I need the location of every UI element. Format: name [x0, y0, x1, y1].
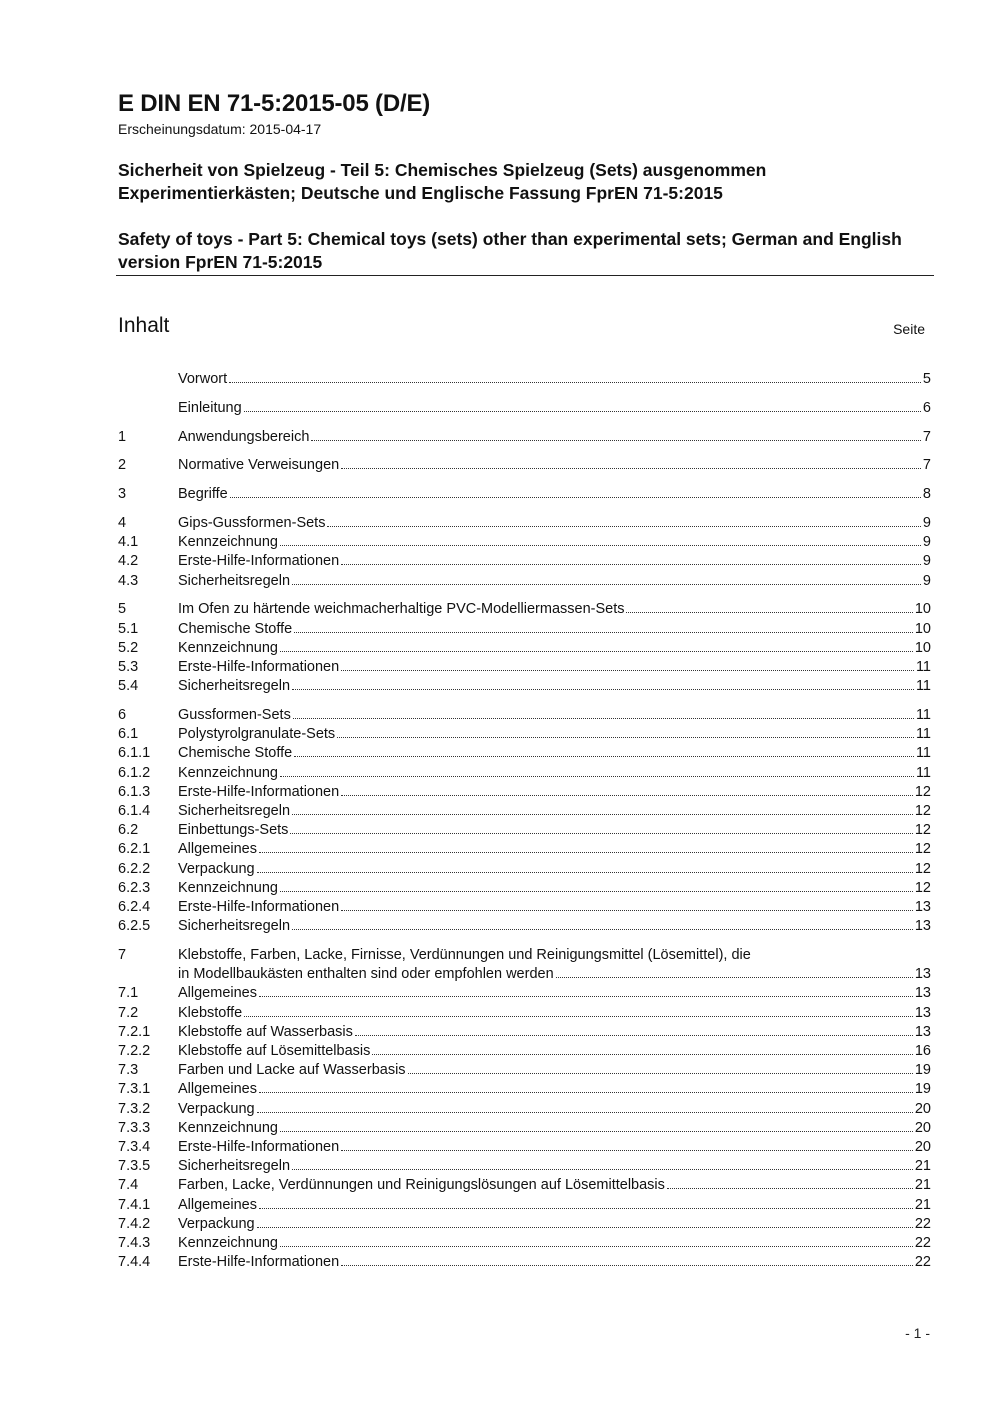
toc-entry[interactable]: [118, 821, 931, 840]
toc-entry[interactable]: [118, 783, 931, 802]
toc-entry-number: 6.2.2: [118, 860, 151, 877]
toc-entry-label: Sicherheitsregeln: [178, 918, 291, 935]
toc-entry-page: 20: [914, 1119, 931, 1136]
toc-entry[interactable]: [118, 802, 931, 821]
toc-entry[interactable]: [118, 860, 931, 879]
toc-entry[interactable]: [118, 1215, 931, 1234]
header-divider: [116, 275, 934, 276]
toc-entry-body: [178, 1157, 931, 1176]
toc-entry-number: 6.2.3: [118, 879, 151, 896]
toc-entry-body: [178, 370, 931, 389]
toc-entry-page: 11: [915, 745, 931, 762]
toc-entry-number: 4.3: [118, 572, 139, 589]
toc-entry-body: [178, 879, 931, 898]
toc-entry-number: 5.3: [118, 659, 139, 675]
toc-dot-leader: [292, 814, 913, 815]
toc-entry[interactable]: [118, 552, 931, 571]
toc-dot-leader: [244, 411, 921, 412]
toc-entry-label: Erste-Hilfe-Informationen: [178, 659, 340, 675]
toc-dot-leader: [292, 584, 921, 585]
toc-entry-body: [178, 533, 931, 552]
toc-entry-label: Kennzeichnung: [178, 534, 278, 551]
toc-dot-leader: [372, 1054, 912, 1055]
toc-entry-number: 6.2.5: [118, 918, 151, 935]
toc-entry-number: 7.2.2: [118, 1043, 151, 1060]
toc-entry-page: 22: [914, 1235, 931, 1252]
toc-entry[interactable]: [118, 840, 931, 859]
toc-entry-page: 12: [914, 879, 931, 896]
toc-entry-number: 3: [118, 486, 127, 503]
toc-entry-body: [178, 1196, 931, 1215]
toc-entry[interactable]: [118, 1196, 931, 1215]
toc-entry-page: 13: [914, 918, 931, 935]
toc-entry-page: 13: [914, 985, 931, 1002]
toc-entry-page: 13: [914, 1004, 931, 1021]
toc-entry-body: [178, 399, 931, 418]
toc-entry-page: 12: [914, 860, 931, 877]
toc-entry-body: [178, 764, 931, 783]
toc-entry-body: [178, 1234, 931, 1253]
toc-entry-number: 2: [118, 457, 127, 474]
toc-dot-leader: [280, 651, 913, 652]
toc-entry-body: [178, 860, 931, 879]
toc-dot-leader: [229, 382, 921, 383]
toc-entry-number: 5: [118, 601, 127, 618]
toc-entry-label: Klebstoffe, Farben, Lacke, Firnisse, Verdünnungen und Reinigungsmittel (Lösemittel), die: [178, 947, 751, 964]
toc-entry-label: Polystyrolgranulate-Sets: [178, 726, 336, 743]
toc-entry-number: 7.4.1: [118, 1196, 151, 1213]
toc-entry-label: Allgemeines: [178, 1081, 257, 1098]
toc-entry[interactable]: [118, 658, 931, 677]
toc-entry-number: 6: [118, 707, 127, 723]
toc-entry[interactable]: [118, 1138, 931, 1157]
toc-entry-body: [178, 1176, 931, 1195]
toc-entry-body: [178, 744, 931, 763]
toc-entry-page: 13: [914, 966, 931, 983]
toc-dot-leader: [280, 891, 913, 892]
toc-entry[interactable]: [118, 917, 931, 936]
toc-entry-body: [178, 1119, 931, 1138]
toc-entry-label: Erste-Hilfe-Informationen: [178, 783, 340, 800]
toc-entry-number: 7.1: [118, 985, 139, 1002]
toc-entry-page: 9: [922, 534, 931, 551]
toc-dot-leader: [341, 670, 914, 671]
toc-entry[interactable]: [118, 1176, 931, 1195]
toc-entry-label: Gips-Gussformen-Sets: [178, 514, 326, 531]
toc-entry[interactable]: [118, 1042, 931, 1061]
toc-entry[interactable]: [118, 1061, 931, 1080]
toc-entry-label: Sicherheitsregeln: [178, 678, 291, 695]
toc-entry-body: [178, 600, 931, 619]
toc-entry-number: 7.2: [118, 1004, 139, 1021]
toc-entry-label: Normative Verweisungen: [178, 457, 340, 474]
toc-entry-label: Erste-Hilfe-Informationen: [178, 1254, 340, 1271]
page-number: - 1 -: [905, 1325, 930, 1341]
toc-entry[interactable]: [118, 1234, 931, 1253]
toc-entry-label: Erste-Hilfe-Informationen: [178, 1139, 340, 1156]
toc-dot-leader: [280, 1246, 913, 1247]
toc-entry-label: Allgemeines: [178, 985, 257, 1002]
toc-entry-number: 5.1: [118, 620, 139, 637]
toc-entry-label: Sicherheitsregeln: [178, 803, 291, 820]
toc-entry-body: [178, 514, 931, 533]
toc-entry-body: [178, 1080, 931, 1099]
toc-entry-page: 12: [914, 841, 931, 858]
toc-entry-label: Anwendungsbereich: [178, 428, 310, 445]
toc-entry-body: [178, 485, 931, 504]
toc-entry-body: [178, 456, 931, 475]
toc-entry-body: [178, 552, 931, 571]
toc-dot-leader: [341, 910, 913, 911]
toc-entry[interactable]: [118, 1004, 931, 1023]
toc-entry-page: 11: [915, 678, 931, 695]
toc-entry-number: 7.3.3: [118, 1119, 151, 1136]
toc-entry-page: 19: [914, 1062, 931, 1079]
toc-entry-label: Begriffe: [178, 486, 228, 503]
toc-dot-leader: [292, 689, 914, 690]
toc-entry[interactable]: [118, 428, 931, 447]
toc-entry-number: 7.4: [118, 1177, 139, 1194]
toc-entry-label: Klebstoffe: [178, 1004, 243, 1021]
toc-page-column-label: Seite: [893, 321, 925, 337]
toc-entry-label: Verpackung: [178, 860, 255, 877]
toc-dot-leader: [280, 545, 921, 546]
toc-dot-leader: [337, 737, 914, 738]
toc-entry-number: 7.4.2: [118, 1215, 151, 1232]
toc-dot-leader: [311, 440, 921, 441]
toc-entry-page: 8: [922, 486, 931, 503]
toc-dot-leader: [259, 852, 913, 853]
toc-dot-leader: [280, 776, 914, 777]
toc-entry-body: [178, 725, 931, 744]
toc-entry[interactable]: [118, 725, 931, 744]
toc-entry-label-continuation: in Modellbaukästen enthalten sind oder empfohlen werden: [178, 966, 554, 983]
publication-date: Erscheinungsdatum: 2015-04-17: [118, 121, 322, 137]
toc-entry-number: 6.1: [118, 726, 139, 743]
toc-entry-number: 6.2.4: [118, 899, 151, 916]
toc-dot-leader: [556, 977, 913, 978]
toc-entry-page: 5: [922, 371, 931, 387]
document-title: E DIN EN 71-5:2015-05 (D/E): [118, 90, 431, 117]
toc-entry-label: Kennzeichnung: [178, 639, 278, 656]
toc-entry-body: [178, 1004, 931, 1023]
toc-dot-leader: [280, 1131, 913, 1132]
toc-entry-number: 4.1: [118, 534, 139, 551]
toc-entry-page: 13: [914, 899, 931, 916]
toc-entry[interactable]: [118, 456, 931, 475]
toc-dot-leader: [341, 1265, 913, 1266]
toc-entry-number: 6.2: [118, 822, 139, 839]
toc-dot-leader: [667, 1188, 913, 1189]
toc-entry[interactable]: [118, 1080, 931, 1099]
toc-entry-label: Kennzeichnung: [178, 1235, 278, 1252]
toc-entry[interactable]: [118, 677, 931, 696]
toc-dot-leader: [257, 1227, 913, 1228]
toc-entry[interactable]: [118, 764, 931, 783]
toc-entry[interactable]: [118, 1157, 931, 1176]
toc-entry-number: 7.4.4: [118, 1254, 151, 1271]
toc-entry-number: 7.2.1: [118, 1023, 151, 1040]
toc-entry-label: Gussformen-Sets: [178, 707, 291, 723]
toc-entry[interactable]: [118, 879, 931, 898]
toc-entry-body: [178, 821, 931, 840]
toc-entry-label: Sicherheitsregeln: [178, 1158, 291, 1175]
toc-entry[interactable]: [118, 370, 931, 389]
toc-entry[interactable]: [118, 533, 931, 552]
toc-entry-number: 1: [118, 428, 127, 445]
toc-entry-body: [178, 1042, 931, 1061]
toc-dot-leader: [355, 1035, 913, 1036]
toc-entry-label: Kennzeichnung: [178, 879, 278, 896]
toc-entry[interactable]: [118, 744, 931, 763]
toc-dot-leader: [294, 632, 913, 633]
toc-entry-number: 7.3: [118, 1062, 139, 1079]
toc-entry-number: 6.1.2: [118, 764, 151, 781]
toc-entry[interactable]: [118, 898, 931, 917]
toc-entry-label: Einleitung: [178, 399, 242, 416]
toc-entry-body: [178, 1100, 931, 1119]
toc-dot-leader: [341, 1150, 913, 1151]
toc-entry-label: Farben, Lacke, Verdünnungen und Reinigungslösungen auf Lösemittelbasis: [178, 1177, 665, 1194]
toc-entry-page: 11: [915, 659, 931, 675]
toc-entry-page: 9: [922, 553, 931, 570]
toc-dot-leader: [257, 1112, 913, 1113]
toc-entry-number: 5.4: [118, 678, 139, 695]
toc-entry-label: Klebstoffe auf Wasserbasis: [178, 1023, 353, 1040]
toc-entry[interactable]: [118, 984, 931, 1003]
toc-entry-body: [178, 677, 931, 696]
toc-entry[interactable]: [118, 600, 931, 619]
toc-entry-number: 6.1.4: [118, 803, 151, 820]
toc-entry-page: 21: [914, 1177, 931, 1194]
toc-entry-number: 7.4.3: [118, 1235, 151, 1252]
toc-entry-body: [178, 802, 931, 821]
toc-dot-leader: [341, 795, 913, 796]
toc-entry-page: 12: [914, 783, 931, 800]
toc-dot-leader: [341, 564, 921, 565]
toc-entry-label: Verpackung: [178, 1100, 255, 1117]
toc-dot-leader: [408, 1073, 913, 1074]
toc-dot-leader: [244, 1016, 913, 1017]
toc-entry-page: 7: [922, 428, 931, 445]
toc-entry[interactable]: [118, 1119, 931, 1138]
toc-entry[interactable]: [118, 1100, 931, 1119]
toc-entry-page: 20: [914, 1100, 931, 1117]
toc-entry-body: [178, 898, 931, 917]
toc-entry-number: 7.3.2: [118, 1100, 151, 1117]
toc-entry-number: 6.2.1: [118, 841, 151, 858]
toc-entry[interactable]: [118, 485, 931, 504]
toc-entry-page: 9: [922, 572, 931, 589]
toc-entry-body: [178, 840, 931, 859]
toc-entry-label: Erste-Hilfe-Informationen: [178, 899, 340, 916]
toc-entry-body: [178, 984, 931, 1003]
toc-entry-label: Einbettungs-Sets: [178, 822, 289, 839]
toc-entry-label: Allgemeines: [178, 841, 257, 858]
toc-entry-page: 10: [914, 601, 931, 618]
toc-entry-number: 7.3.5: [118, 1158, 151, 1175]
toc-entry-body: [178, 1061, 931, 1080]
toc-entry-number: 4: [118, 514, 127, 531]
toc-entry-body: [178, 706, 931, 725]
toc-entry-label: Kennzeichnung: [178, 764, 278, 781]
toc-entry-number: 7.3.4: [118, 1139, 151, 1156]
toc-heading: Inhalt: [118, 314, 170, 337]
toc-entry-page: 19: [914, 1081, 931, 1098]
toc-entry-label: Erste-Hilfe-Informationen: [178, 553, 340, 570]
toc-entry-number: 7.3.1: [118, 1081, 151, 1098]
toc-dot-leader: [259, 1092, 913, 1093]
toc-entry-label: Kennzeichnung: [178, 1119, 278, 1136]
toc-dot-leader: [259, 996, 913, 997]
toc-dot-leader: [341, 468, 921, 469]
toc-entry-number: 6.1.3: [118, 783, 151, 800]
toc-dot-leader: [293, 718, 914, 719]
english-title: Safety of toys - Part 5: Chemical toys (sets) other than experimental sets; German and English version FprEN 71-5:2015: [118, 229, 902, 272]
toc-entry-label: Sicherheitsregeln: [178, 572, 291, 589]
toc-entry-body: [178, 783, 931, 802]
toc-entry-label: Farben und Lacke auf Wasserbasis: [178, 1062, 406, 1079]
toc-entry-label: Allgemeines: [178, 1196, 257, 1213]
toc-entry-page: 20: [914, 1139, 931, 1156]
toc-entry-label: Chemische Stoffe: [178, 745, 293, 762]
toc-dot-leader: [230, 497, 921, 498]
toc-dot-leader: [294, 756, 914, 757]
toc-entry-number: 7: [118, 947, 127, 964]
toc-dot-leader: [327, 526, 920, 527]
toc-entry-page: 10: [914, 620, 931, 637]
toc-entry-body: [178, 1215, 931, 1234]
toc-entry-body: [178, 620, 931, 639]
toc-entry-page: 11: [915, 764, 931, 781]
toc-entry[interactable]: [118, 620, 931, 639]
toc-entry[interactable]: [118, 572, 931, 591]
toc-entry-page: 21: [914, 1196, 931, 1213]
toc-entry-page: 22: [914, 1254, 931, 1271]
toc-entry-body: [178, 946, 931, 984]
toc-entry-page: 21: [914, 1158, 931, 1175]
toc-entry-page: 9: [922, 514, 931, 531]
toc-entry-page: 11: [915, 707, 931, 723]
toc-entry[interactable]: [118, 946, 931, 984]
toc-entry[interactable]: [118, 1253, 931, 1272]
german-title: Sicherheit von Spielzeug - Teil 5: Chemisches Spielzeug (Sets) ausgenommen Experimentierkästen; Deutsche und Englische Fassung FprEN 71-5:2015: [118, 160, 767, 203]
toc-entry[interactable]: [118, 639, 931, 658]
toc-entry-number: 5.2: [118, 639, 139, 656]
toc-entry-label: Vorwort: [178, 371, 228, 387]
toc-entry-page: 10: [914, 639, 931, 656]
toc-dot-leader: [292, 929, 913, 930]
toc-entry[interactable]: [118, 1023, 931, 1042]
toc-entry-page: 7: [922, 457, 931, 474]
toc-entry[interactable]: [118, 399, 931, 418]
toc-dot-leader: [292, 1169, 913, 1170]
toc-dot-leader: [626, 612, 912, 613]
toc-entry-page: 11: [915, 726, 931, 743]
toc-entry-page: 6: [922, 399, 931, 416]
toc-entry-body: [178, 1253, 931, 1272]
toc-entry-label: Im Ofen zu härtende weichmacherhaltige PVC-Modelliermassen-Sets: [178, 601, 625, 618]
toc-entry-label: Verpackung: [178, 1215, 255, 1232]
toc-entry[interactable]: [118, 706, 931, 725]
toc-entry-page: 12: [914, 803, 931, 820]
toc-entry-body: [178, 1023, 931, 1042]
toc-entry-label: Chemische Stoffe: [178, 620, 293, 637]
toc-entry-page: 22: [914, 1215, 931, 1232]
table-of-contents: [118, 370, 931, 1272]
toc-entry-body: [178, 1138, 931, 1157]
toc-dot-leader: [290, 833, 912, 834]
toc-entry-body: [178, 658, 931, 677]
toc-entry-body: [178, 572, 931, 591]
toc-entry-number: 6.1.1: [118, 745, 151, 762]
toc-entry-number: 4.2: [118, 553, 139, 570]
toc-entry-label: Klebstoffe auf Lösemittelbasis: [178, 1043, 371, 1060]
toc-dot-leader: [257, 872, 913, 873]
toc-dot-leader: [259, 1208, 913, 1209]
toc-entry-body: [178, 428, 931, 447]
toc-entry-body: [178, 639, 931, 658]
toc-entry-page: 12: [914, 822, 931, 839]
toc-entry-page: 16: [914, 1043, 931, 1060]
toc-entry[interactable]: [118, 514, 931, 533]
toc-entry-body: [178, 917, 931, 936]
toc-entry-page: 13: [914, 1023, 931, 1040]
